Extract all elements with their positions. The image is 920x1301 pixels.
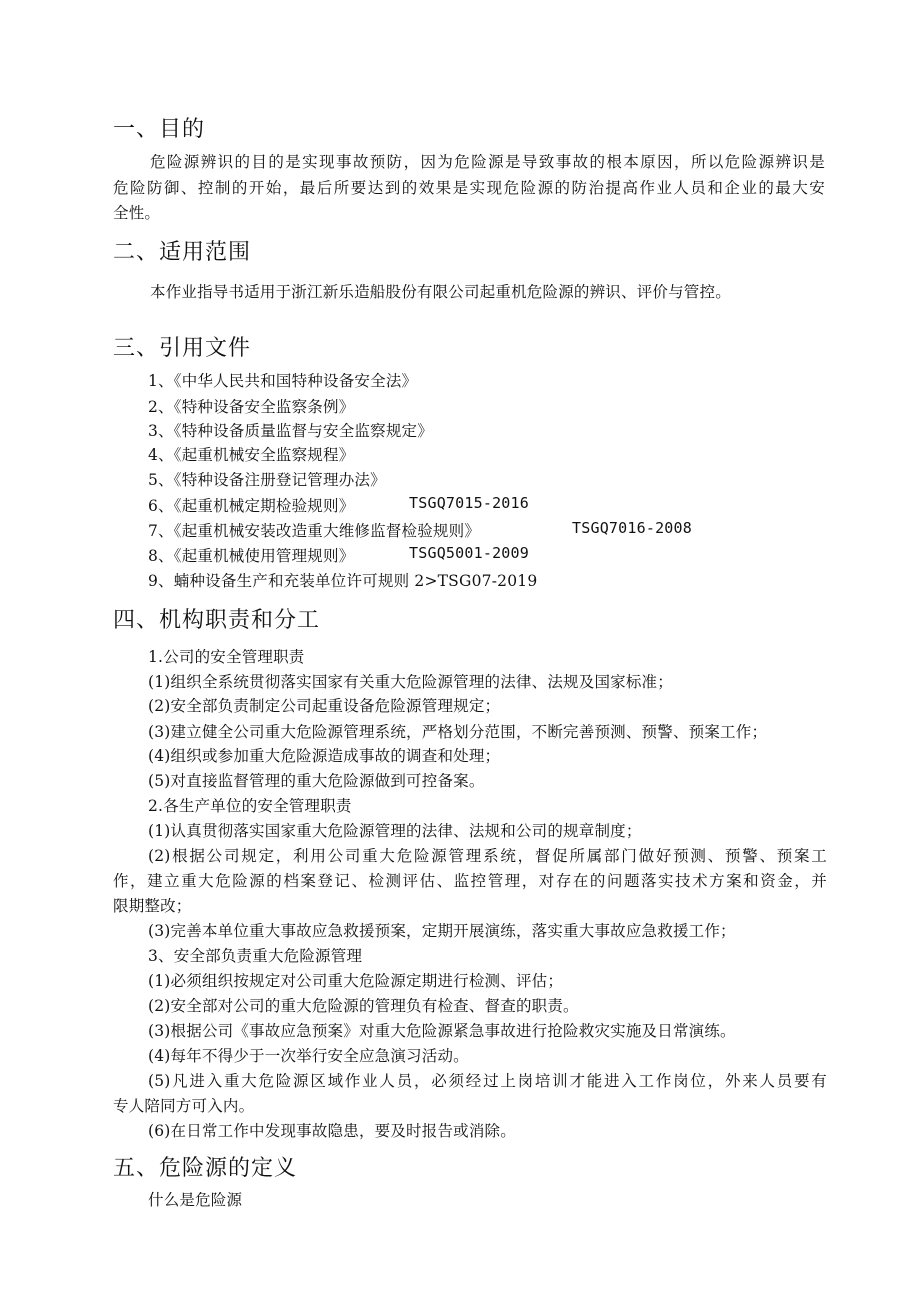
paragraph-line: 什么是危险源: [148, 1191, 243, 1209]
paragraph-line: 本作业指导书适用于浙江新乐造船股份有限公司起重机危险源的辨识、评价与管控。: [150, 283, 731, 301]
reference-code: TSGQ7015-2016: [409, 494, 529, 512]
paragraph-line: 专人陪同方可入内。: [113, 1097, 255, 1115]
paragraph-line: (1)认真贯彻落实国家重大危险源管理的法律、法规和公司的规章制度；: [148, 822, 642, 840]
section-heading-references: 三、引用文件: [113, 336, 252, 361]
reference-code: TSGQ7016-2008: [572, 519, 692, 537]
section-heading-responsibilities: 四、机构职责和分工: [113, 608, 321, 633]
paragraph-line: (2)安全部负责制定公司起重设备危险源管理规定；: [148, 697, 501, 715]
reference-item: 9、蝻种设备生产和充装单位许可规则 2>TSG07-2019: [148, 572, 538, 590]
paragraph-line: (5)对直接监督管理的重大危险源做到可控备案。: [148, 772, 485, 790]
paragraph-line: 限期整改；: [113, 897, 192, 915]
paragraph-line: 2.各生产单位的安全管理职责: [148, 797, 352, 815]
reference-item: 7、《起重机械安装改造重大维修监督检验规则》: [148, 522, 481, 540]
paragraph-line: (1)组织全系统贯彻落实国家有关重大危险源管理的法律、法规及国家标准；: [148, 673, 673, 691]
reference-item: 6、《起重机械定期检验规则》: [148, 497, 355, 515]
section-heading-purpose: 一、目的: [113, 117, 206, 142]
reference-item: 2、《特种设备安全监察条例》: [148, 398, 355, 416]
paragraph-line: 危险源辨识的目的是实现事故预防，因为危险源是导致事故的根本原因，所以危险源辨识是: [150, 153, 825, 171]
reference-code: TSGQ5001-2009: [409, 544, 529, 562]
paragraph-line: (6)在日常工作中发现事故隐患，要及时报告或消除。: [148, 1122, 516, 1140]
paragraph-line: 全性。: [113, 204, 161, 222]
paragraph-line: (4)组织或参加重大危险源造成事故的调查和处理；: [148, 747, 501, 765]
section-heading-scope: 二、适用范围: [113, 240, 252, 265]
paragraph-line: 3、安全部负责重大危险源管理: [148, 947, 363, 965]
paragraph-line: 1.公司的安全管理职责: [148, 648, 305, 666]
paragraph-line: (3)建立健全公司重大危险源管理系统，严格划分范围，不断完善预测、预警、预案工作；: [148, 723, 768, 741]
reference-item: 5、《特种设备注册登记管理办法》: [148, 471, 386, 489]
paragraph-line: (2)安全部对公司的重大危险源的管理负有检查、督查的职责。: [148, 997, 579, 1015]
section-heading-definition: 五、危险源的定义: [113, 1156, 298, 1181]
reference-item: 8、《起重机械使用管理规则》: [148, 547, 355, 565]
paragraph-line: (3)根据公司《事故应急预案》对重大危险源紧急事故进行抢险救灾实施及日常演练。: [148, 1022, 736, 1040]
paragraph-line: (3)完善本单位重大事故应急救援预案，定期开展演练，落实重大事故应急救援工作；: [148, 922, 736, 940]
reference-item: 3、《特种设备质量监督与安全监察规定》: [148, 422, 433, 440]
reference-item: 4、《起重机械安全监察规程》: [148, 446, 355, 464]
paragraph-line: (5)凡进入重大危险源区域作业人员，必须经过上岗培训才能进入工作岗位，外来人员要有: [148, 1072, 827, 1090]
reference-item: 1、《中华人民共和国特种设备安全法》: [148, 372, 418, 390]
paragraph-line: 作，建立重大危险源的档案登记、检测评估、监控管理，对存在的问题落实技术方案和资金，并: [113, 872, 827, 890]
paragraph-line: 危险防御、控制的开始，最后所要达到的效果是实现危险源的防治提高作业人员和企业的最大安: [113, 179, 825, 197]
paragraph-line: (1)必须组织按规定对公司重大危险源定期进行检测、评估；: [148, 972, 564, 990]
paragraph-line: (2)根据公司规定，利用公司重大危险源管理系统，督促所属部门做好预测、预警、预案工: [148, 847, 827, 865]
paragraph-line: (4)每年不得少于一次举行安全应急演习活动。: [148, 1047, 469, 1065]
